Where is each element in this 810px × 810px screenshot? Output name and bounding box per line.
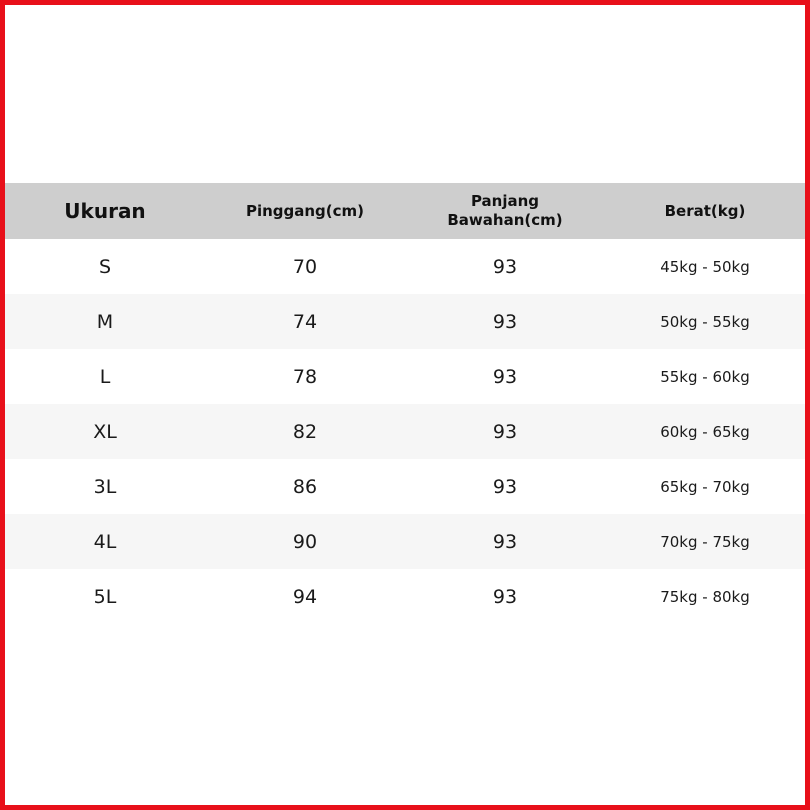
cell-waist: 78 bbox=[205, 349, 405, 404]
header-size: Ukuran bbox=[5, 183, 205, 239]
cell-length: 93 bbox=[405, 514, 605, 569]
cell-waist: 70 bbox=[205, 239, 405, 294]
cell-weight: 65kg - 70kg bbox=[605, 459, 805, 514]
table-row bbox=[5, 514, 805, 569]
size-chart-table bbox=[5, 183, 805, 624]
table-row bbox=[5, 349, 805, 404]
header-length bbox=[405, 183, 605, 239]
cell-size: 3L bbox=[5, 459, 205, 514]
cell-size: S bbox=[5, 239, 205, 294]
table-row bbox=[5, 294, 805, 349]
cell-length: 93 bbox=[405, 404, 605, 459]
cell-weight: 60kg - 65kg bbox=[605, 404, 805, 459]
table-body bbox=[5, 239, 805, 624]
header-weight: Berat(kg) bbox=[605, 183, 805, 239]
table-row bbox=[5, 404, 805, 459]
header-waist: Pinggang(cm) bbox=[205, 183, 405, 239]
cell-size: 5L bbox=[5, 569, 205, 624]
cell-size: L bbox=[5, 349, 205, 404]
cell-length: 93 bbox=[405, 459, 605, 514]
cell-size: 4L bbox=[5, 514, 205, 569]
cell-size: M bbox=[5, 294, 205, 349]
cell-length: 93 bbox=[405, 569, 605, 624]
cell-length: 93 bbox=[405, 349, 605, 404]
cell-weight: 75kg - 80kg bbox=[605, 569, 805, 624]
cell-waist: 82 bbox=[205, 404, 405, 459]
cell-weight: 50kg - 55kg bbox=[605, 294, 805, 349]
header-length-line2: Bawahan(cm) bbox=[447, 211, 563, 229]
cell-weight: 45kg - 50kg bbox=[605, 239, 805, 294]
header-length-line1: Panjang bbox=[470, 192, 540, 210]
cell-waist: 74 bbox=[205, 294, 405, 349]
cell-waist: 90 bbox=[205, 514, 405, 569]
cell-waist: 94 bbox=[205, 569, 405, 624]
header-row bbox=[5, 183, 805, 239]
cell-weight: 55kg - 60kg bbox=[605, 349, 805, 404]
cell-size: XL bbox=[5, 404, 205, 459]
cell-waist: 86 bbox=[205, 459, 405, 514]
cell-weight: 70kg - 75kg bbox=[605, 514, 805, 569]
cell-length: 93 bbox=[405, 239, 605, 294]
cell-length: 93 bbox=[405, 294, 605, 349]
table-header bbox=[5, 183, 805, 239]
table-row bbox=[5, 459, 805, 514]
table-row bbox=[5, 239, 805, 294]
table-row bbox=[5, 569, 805, 624]
